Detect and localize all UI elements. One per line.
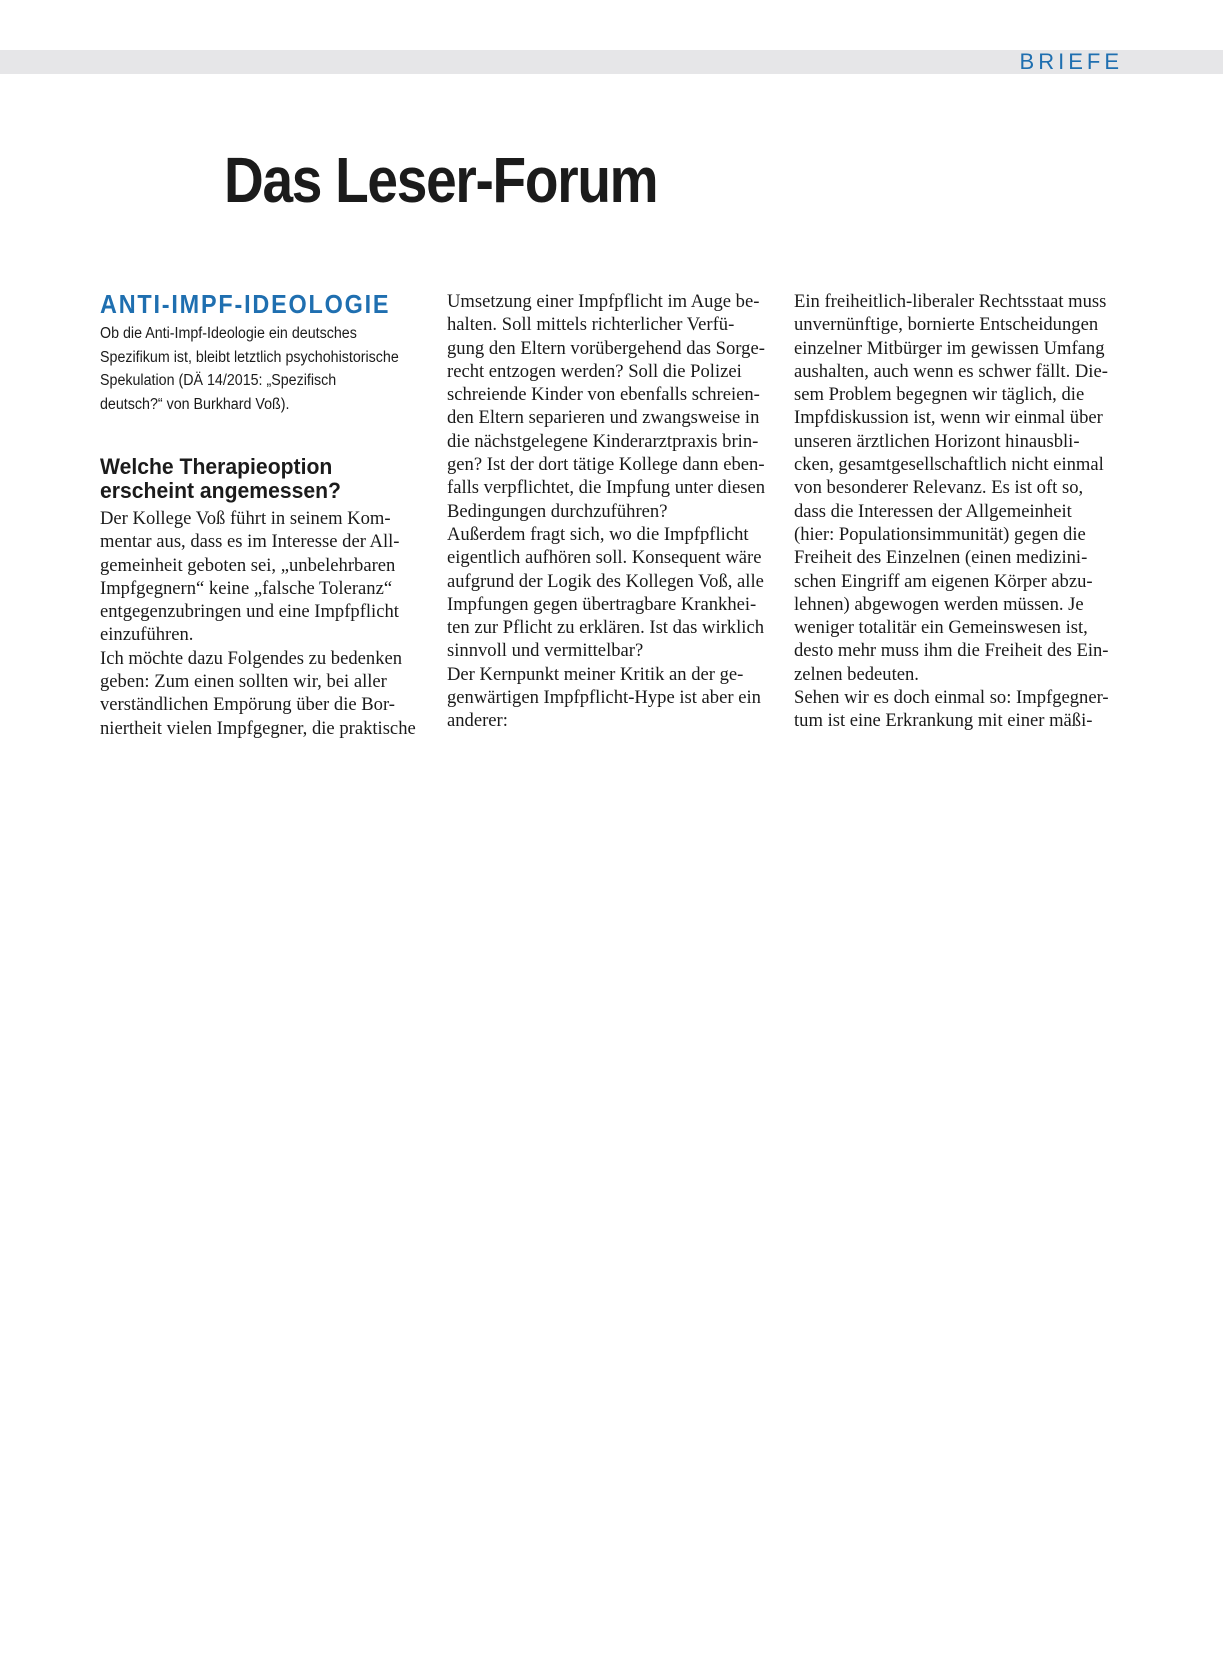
article-column-1 bbox=[100, 288, 430, 740]
text-line: einzuführen. bbox=[100, 624, 194, 646]
text-line: schen Eingriff am eigenen Körper abzu- bbox=[794, 570, 1093, 592]
teaser-line: deutsch?“ von Burkhard Voß). bbox=[100, 395, 290, 413]
text-line: falls verpflichtet, die Impfung unter diesen bbox=[447, 477, 766, 499]
text-line: genwärtigen Impfpflicht-Hype ist aber ein bbox=[447, 687, 761, 709]
text-line: gen? Ist der dort tätige Kollege dann eben- bbox=[447, 454, 765, 476]
text-line: aufgrund der Logik des Kollegen Voß, alle bbox=[447, 570, 764, 592]
letter-heading-line: erscheint angemessen? bbox=[100, 478, 341, 503]
text-line: Impfungen gegen übertragbare Krankhei- bbox=[447, 593, 757, 615]
text-line: Außerdem fragt sich, wo die Impfpflicht bbox=[447, 523, 749, 545]
text-line: einzelner Mitbürger im gewissen Umfang bbox=[794, 337, 1105, 359]
teaser-line: Ob die Anti-Impf-Ideologie ein deutsches bbox=[100, 325, 357, 342]
teaser-line: Spezifikum ist, bleibt letztlich psychohistorische bbox=[100, 348, 399, 366]
text-line: eigentlich aufhören soll. Konsequent wäre bbox=[447, 547, 762, 569]
text-line: Der Kernpunkt meiner Kritik an der ge- bbox=[447, 663, 744, 685]
text-line: aushalten, auch wenn es schwer fällt. Die- bbox=[794, 360, 1108, 382]
text-line: (hier: Populationsimmunität) gegen die bbox=[794, 523, 1086, 545]
text-line: sem Problem begegnen wir täglich, die bbox=[794, 384, 1085, 406]
text-line: anderer: bbox=[447, 710, 508, 732]
text-line: verständlichen Empörung über die Bor- bbox=[100, 694, 395, 716]
text-line: von besonderer Relevanz. Es ist oft so, bbox=[794, 477, 1084, 499]
text-line: gemeinheit geboten sei, „unbelehrbaren bbox=[100, 554, 396, 576]
topic-heading: ANTI-IMPF-IDEOLOGIE bbox=[100, 289, 391, 319]
text-line: unseren ärztlichen Horizont hinausbli- bbox=[794, 430, 1080, 452]
text-line: dass die Interessen der Allgemeinheit bbox=[794, 500, 1072, 522]
column-1-text bbox=[100, 507, 430, 740]
text-line: weniger totalitär ein Gemeinswesen ist, bbox=[794, 617, 1088, 639]
text-line: gung den Eltern vorübergehend das Sorge- bbox=[447, 337, 765, 359]
teaser-line: Spekulation (DÄ 14/2015: „Spezifisch bbox=[100, 372, 337, 389]
text-line: lehnen) abgewogen werden müssen. Je bbox=[794, 593, 1084, 615]
text-line: sinnvoll und vermittelbar? bbox=[447, 640, 644, 662]
text-line: mentar aus, dass es im Interesse der All- bbox=[100, 531, 400, 553]
text-line: halten. Soll mittels richterlicher Verfü- bbox=[447, 314, 735, 336]
text-line: desto mehr muss ihm die Freiheit des Ein- bbox=[794, 640, 1109, 662]
page-title: Das Leser-Forum bbox=[224, 144, 658, 216]
text-line: Impfgegnern“ keine „falsche Toleranz“ bbox=[100, 577, 393, 599]
letter-heading bbox=[100, 455, 429, 503]
letter-heading-line: Welche Therapieoption bbox=[100, 454, 333, 479]
text-line: die nächstgelegene Kinderarztpraxis brin- bbox=[447, 430, 759, 452]
text-line: Ein freiheitlich-liberaler Rechtsstaat muss bbox=[794, 291, 1107, 312]
text-line: cken, gesamtgesellschaftlich nicht einmal bbox=[794, 454, 1104, 476]
text-line: Impfdiskussion ist, wenn wir einmal über bbox=[794, 407, 1103, 429]
text-line: entgegenzubringen und eine Impfpflicht bbox=[100, 601, 399, 623]
article-teaser bbox=[100, 322, 427, 416]
text-line: schreiende Kinder von ebenfalls schreien- bbox=[447, 384, 760, 406]
text-line: ten zur Pflicht zu erklären. Ist das wirklich bbox=[447, 617, 765, 639]
text-line: niertheit vielen Impfgegner, die praktische bbox=[100, 717, 416, 739]
text-line: geben: Zum einen sollten wir, bei aller bbox=[100, 671, 387, 693]
text-line: zelnen bedeuten. bbox=[794, 663, 919, 685]
text-line: Umsetzung einer Impfpflicht im Auge be- bbox=[447, 291, 760, 312]
text-line: Ich möchte dazu Folgendes zu bedenken bbox=[100, 647, 403, 669]
text-line: Der Kollege Voß führt in seinem Kom- bbox=[100, 508, 391, 529]
text-line: Sehen wir es doch einmal so: Impfgegner- bbox=[794, 687, 1109, 709]
article-column-3 bbox=[794, 290, 1124, 733]
text-line: den Eltern separieren und zwangsweise in bbox=[447, 407, 760, 429]
text-line: Bedingungen durchzuführen? bbox=[447, 500, 668, 522]
article-column-2 bbox=[447, 290, 777, 733]
text-line: tum ist eine Erkrankung mit einer mäßi- bbox=[794, 710, 1093, 732]
text-line: unvernünftige, bornierte Entscheidungen bbox=[794, 314, 1099, 336]
text-line: recht entzogen werden? Soll die Polizei bbox=[447, 360, 742, 382]
section-label: BRIEFE bbox=[1019, 49, 1123, 74]
text-line: Freiheit des Einzelnen (einen medizini- bbox=[794, 547, 1088, 569]
